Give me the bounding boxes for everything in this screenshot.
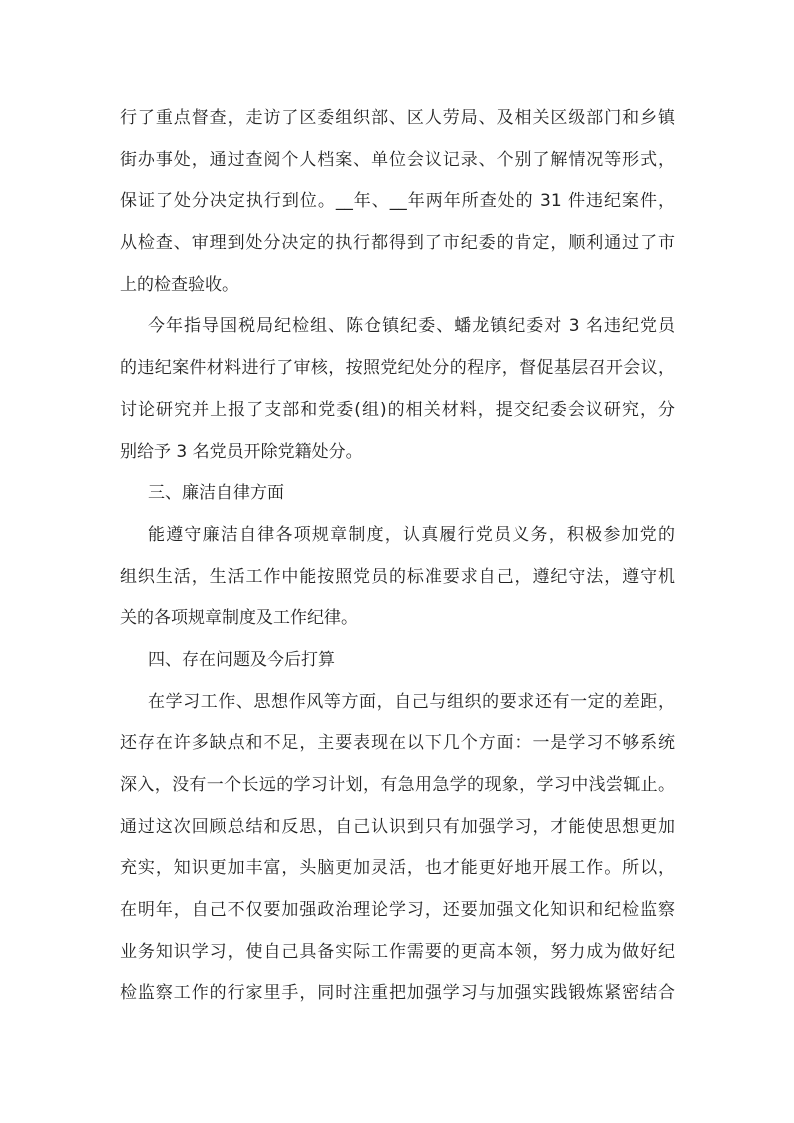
text-line: 组织生活，生活工作中能按照党员的标准要求自己，遵纪守法，遵守机 xyxy=(120,566,675,587)
text-line: 讨论研究并上报了支部和党委(组)的相关材料，提交纪委会议研究，分 xyxy=(120,399,675,420)
text-line: 还存在许多缺点和不足，主要表现在以下几个方面：一是学习不够系统 xyxy=(120,733,675,754)
section-heading: 四、存在问题及今后打算 xyxy=(148,649,335,670)
section-heading: 三、廉洁自律方面 xyxy=(148,483,284,504)
text-line: 行了重点督查，走访了区委组织部、区人劳局、及相关区级部门和乡镇 xyxy=(120,108,675,128)
text-line: 业务知识学习，使自己具备实际工作需要的更高本领，努力成为做好纪 xyxy=(120,941,675,962)
text-line: 深入，没有一个长远的学习计划，有急用急学的现象，学习中浅尝辄止。 xyxy=(120,775,675,795)
text-line: 保证了处分决定执行到位。__年、__年两年所查处的 31 件违纪案件， xyxy=(120,191,675,212)
text-line: 能遵守廉洁自律各项规章制度，认真履行党员义务，积极参加党的 xyxy=(148,524,675,545)
text-line: 充实，知识更加丰富，头脑更加灵活，也才能更好地开展工作。所以， xyxy=(120,858,675,879)
text-line: 检监察工作的行家里手，同时注重把加强学习与加强实践锻炼紧密结合 xyxy=(120,983,675,1004)
text-line: 的违纪案件材料进行了审核，按照党纪处分的程序，督促基层召开会议， xyxy=(120,358,675,379)
text-line: 在明年，自己不仅要加强政治理论学习，还要加强文化知识和纪检监察 xyxy=(120,900,675,921)
text-line: 别给予 3 名党员开除党籍处分。 xyxy=(120,441,363,462)
text-line: 关的各项规章制度及工作纪律。 xyxy=(120,608,358,629)
text-line: 上的检查验收。 xyxy=(120,274,239,295)
text-line: 通过这次回顾总结和反思，自己认识到只有加强学习，才能使思想更加 xyxy=(120,816,675,837)
text-line: 街办事处，通过查阅个人档案、单位会议记录、个别了解情况等形式， xyxy=(120,149,675,170)
text-line: 从检查、审理到处分决定的执行都得到了市纪委的肯定，顺利通过了市 xyxy=(120,233,675,254)
text-line: 在学习工作、思想作风等方面，自己与组织的要求还有一定的差距， xyxy=(148,691,675,712)
text-line: 今年指导国税局纪检组、陈仓镇纪委、蟠龙镇纪委对 3 名违纪党员 xyxy=(148,316,675,337)
document-body xyxy=(120,98,675,1015)
